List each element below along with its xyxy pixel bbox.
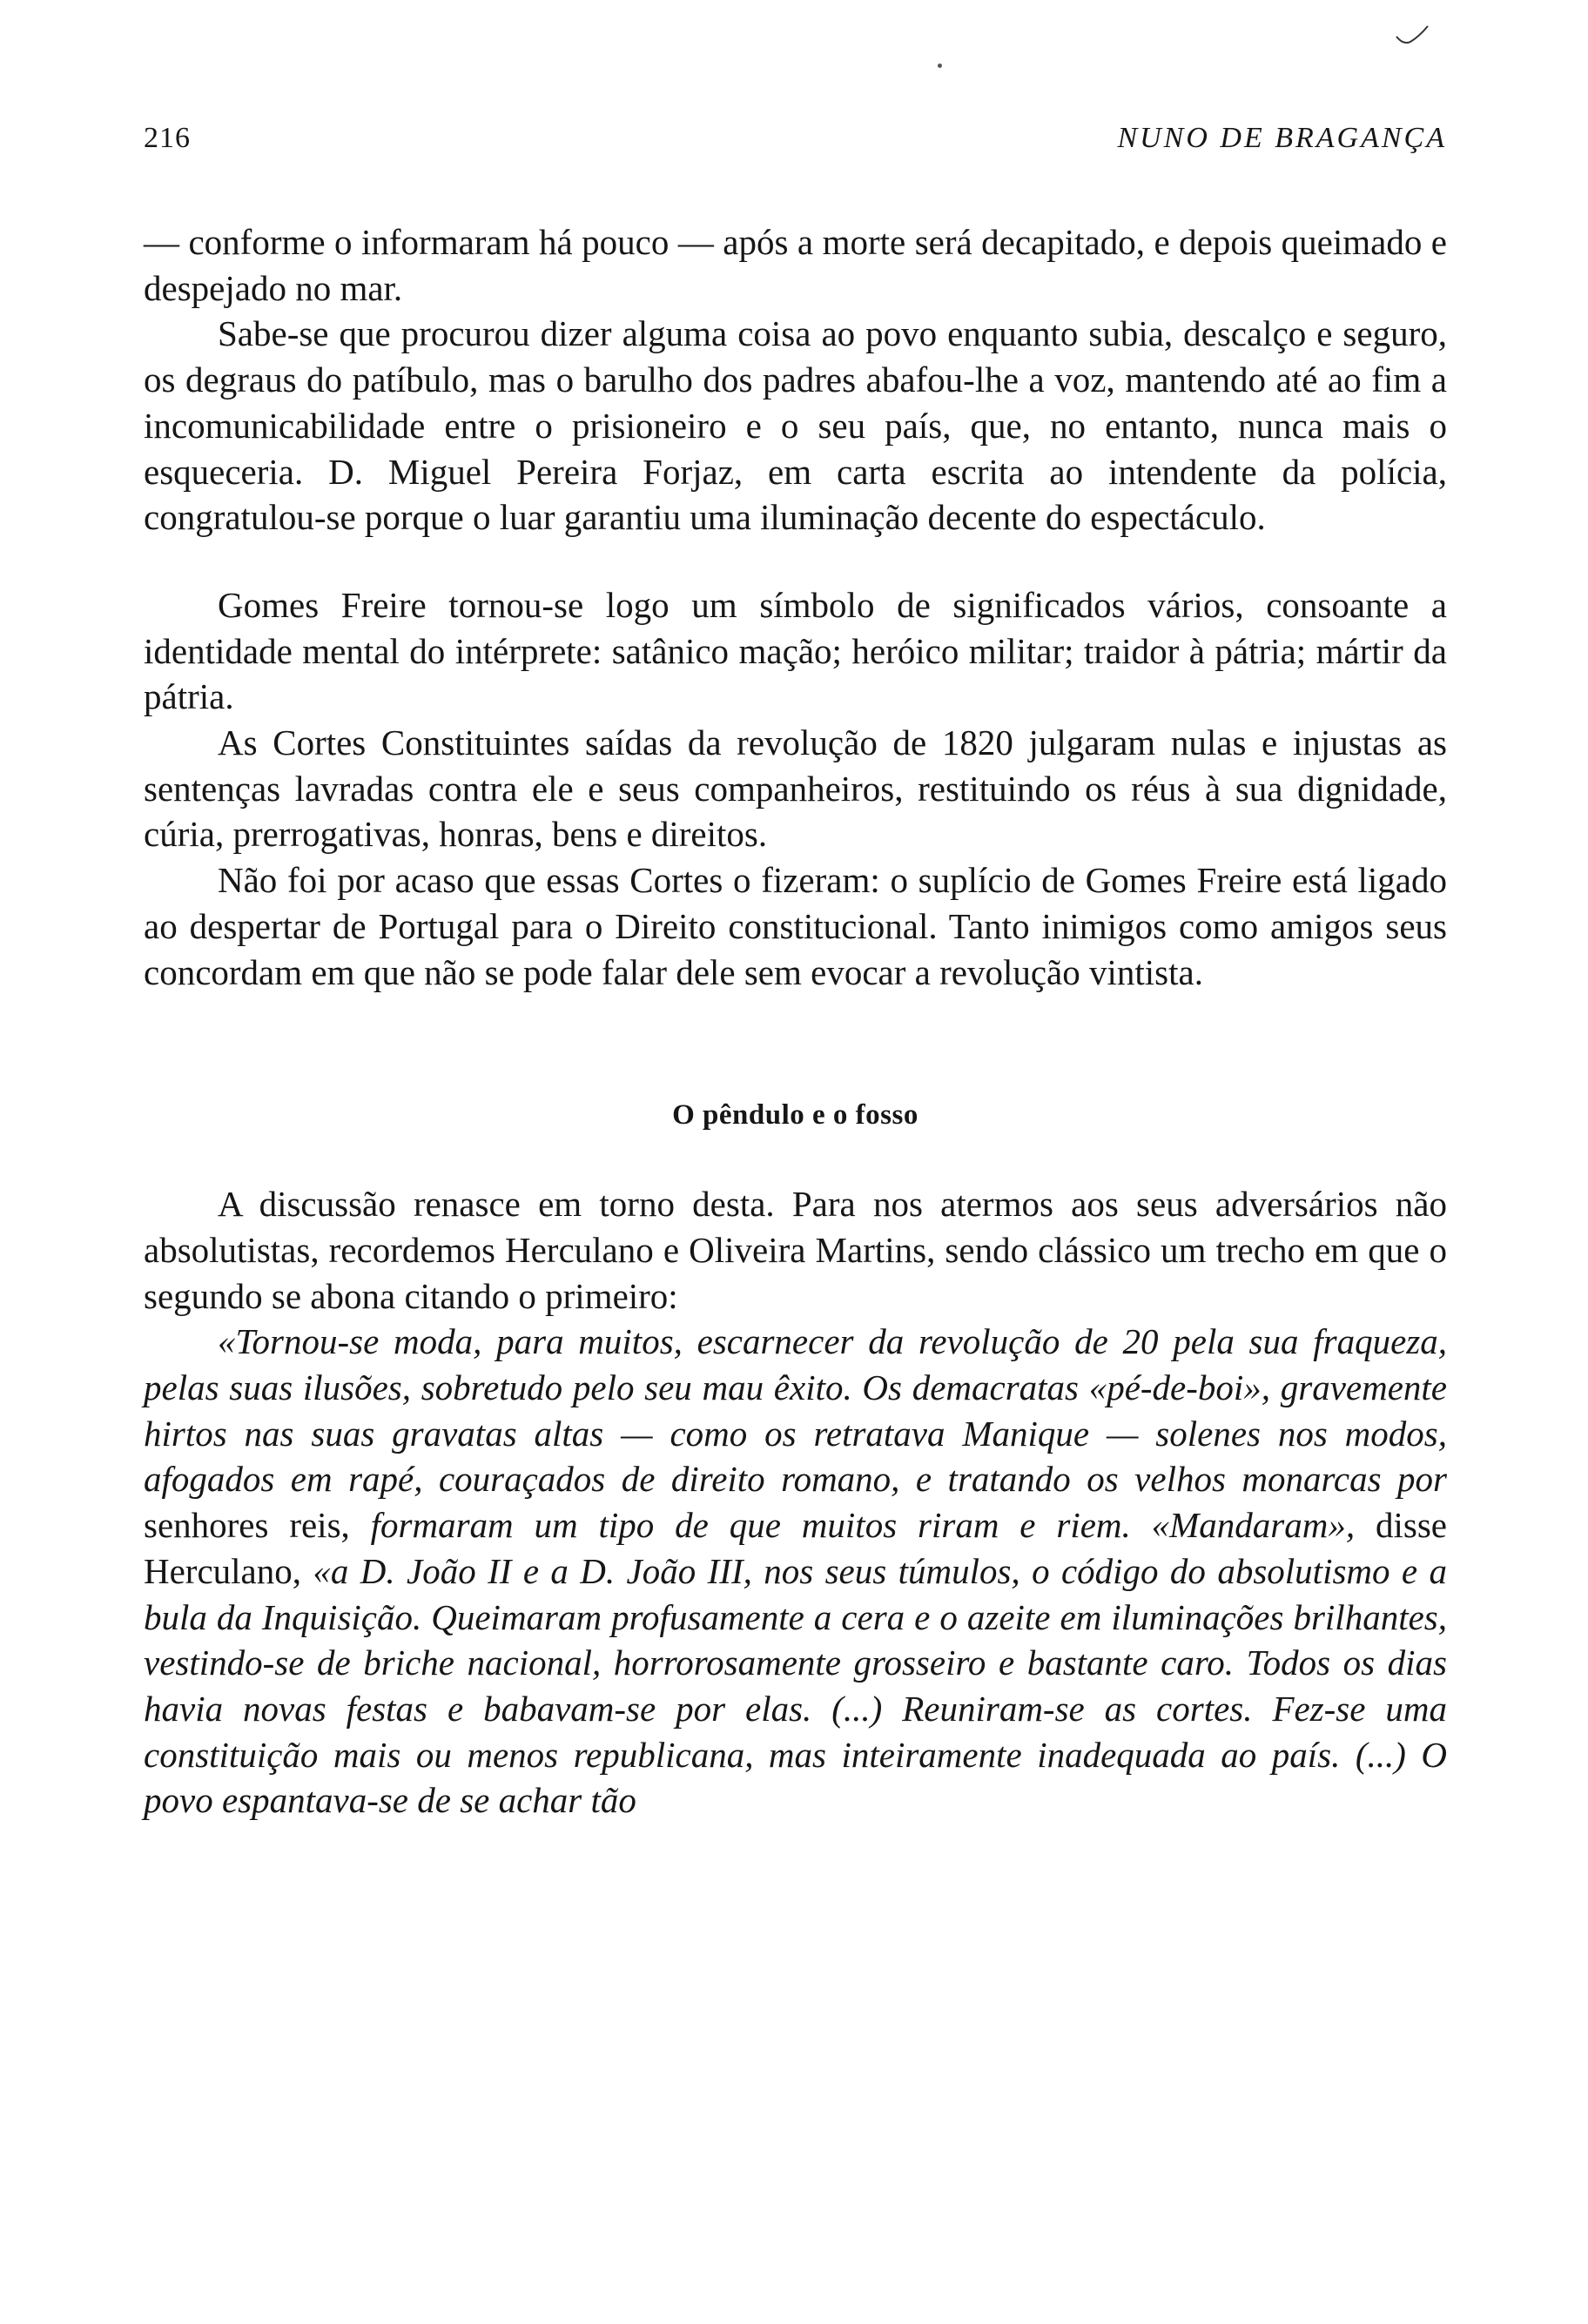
- paragraph: — conforme o informaram há pouco — após a morte será decapitado, e depois queimado e despejado no mar.: [144, 222, 1447, 308]
- section-spacer: [144, 1138, 1447, 1181]
- section-spacer: [144, 995, 1447, 1092]
- paragraph: Gomes Freire tornou-se logo um símbolo de significados vários, consoante a identidade mental do intérprete: satânico mação; heróico militar; traidor à pátria; mártir da pátria.: [144, 584, 1447, 717]
- running-title: NUNO DE BRAGANÇA: [1117, 122, 1447, 154]
- paragraph: Sabe-se que procurou dizer alguma coisa ao povo enquanto subia, descalço e seguro, os degraus do patíbulo, mas o barulho dos padres abafou-lhe a voz, mantendo até ao fim a incomunicabilidade entre o prisioneiro e o seu país, que, no entanto, nunca mais o esqueceria. D. Miguel Pereira Forjaz, em carta escrita ao intendente da polícia, congratulou-se porque o luar garantiu uma iluminação decente do espectáculo.: [144, 313, 1447, 538]
- quote-text-roman: senhores reis,: [144, 1505, 350, 1546]
- quote-text: «a D. João II e a D. João III, nos seus túmulos, o código do absolutismo e a bula da Inquisição. Queimaram profusamente a cera e o azeite em iluminações brilhantes, vestindo-se de briche nacional, horrorosamente grosseiro e bastante caro. Todos os dias havia novas festas e babavam-se por elas. (...) Reuniram-se as cortes. Fez-se uma constituição mais ou menos republicana, mas inteiramente inadequada ao país. (...) O povo espantava-se de se achar tão: [144, 1550, 1447, 1821]
- ink-speck: [938, 64, 942, 68]
- paragraph: As Cortes Constituintes saídas da revolução de 1820 julgaram nulas e injustas as sentenças lavradas contra ele e seus companheiros, restituindo os réus à sua dignidade, cúria, prerrogativas, honras, bens e direitos.: [144, 722, 1447, 855]
- section-heading: O pêndulo e o fosso: [672, 1099, 918, 1132]
- section-intro-paragraph: A discussão renasce em torno desta. Para nos atermos aos seus adversários não absolutistas, recordemos Herculano e Oliveira Martins, sendo clássico um trecho em que o segundo se abona citando o primeiro:: [144, 1184, 1447, 1316]
- block-quote: [144, 1319, 1447, 1824]
- page-number: 216: [144, 122, 191, 154]
- quote-text: «Tornou-se moda, para muitos, escarnecer da revolução de 20 pela sua fraqueza, pelas suas ilusões, sobretudo pelo seu mau êxito. Os demacratas «pé-de-boi», gravemente hirtos nas suas gravatas altas — como os retratava Manique — solenes nos modos, afogados em rapé, couraçados de direito romano, e tratando os velhos monarcas por: [144, 1321, 1447, 1500]
- page-header: [144, 122, 1447, 165]
- body-text: [144, 219, 1447, 1824]
- check-mark-icon: [1395, 24, 1430, 47]
- quote-text-roman: disse Herculano,: [144, 1505, 1447, 1591]
- quote-text: formaram um tipo de que muitos riram e riem. «Mandaram»,: [349, 1505, 1356, 1546]
- paragraph: Não foi por acaso que essas Cortes o fizeram: o suplício de Gomes Freire está ligado ao despertar de Portugal para o Direito constitucional. Tanto inimigos como amigos seus concordam em que não se pode falar dele sem evocar a revolução vintista.: [144, 860, 1447, 992]
